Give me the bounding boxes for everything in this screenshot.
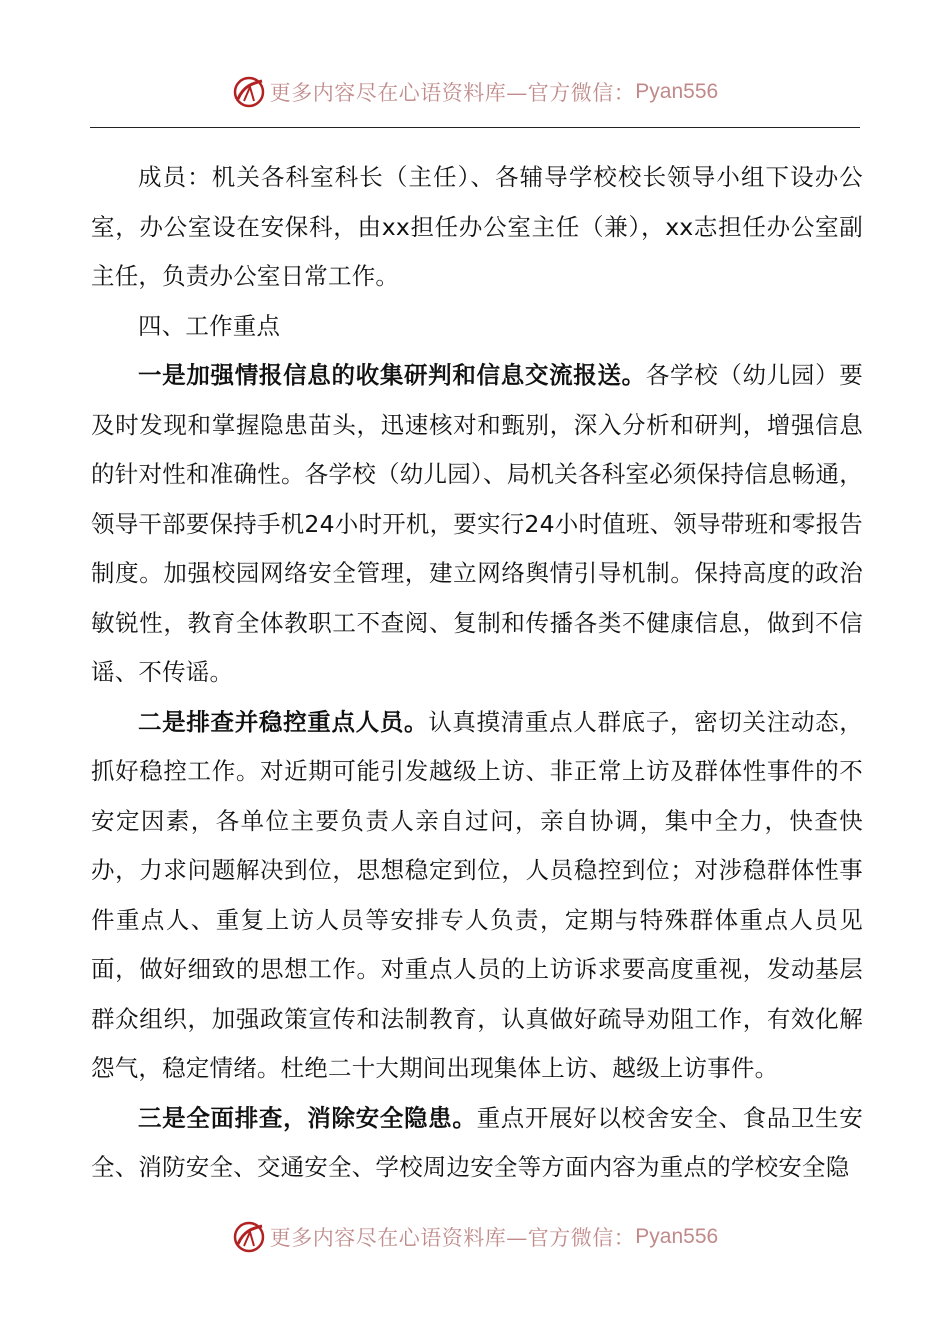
paragraph-lead: 一是加强情报信息的收集研判和信息交流报送。 [138,361,646,389]
paragraph-text: 认真摸清重点人群底子，密切关注动态，抓好稳控工作。对近期可能引发越级上访、非正常上访及群体性事件的不安定因素，各单位主要负责人亲自过问，亲自协调，集中全力，快查快办，力求问题解决到位，思想稳定到位，人员稳控到位；对涉稳群体性事件重点人、重复上访人员等安排专人负责，定期与特殊群体重点人员见面，做好细致的思想工作。对重点人员的上访诉求要高度重视，发动基层群众组织，加强政策宣传和法制教育，认真做好疏导劝阻工作，有效化解怨气，稳定情绪。杜绝二十大期间出现集体上访、越级上访事件。 [91,707,863,1082]
paragraph-text: 重点开展好以校舍安全、食品卫生安全、消防安全、交通安全、学校周边安全等方面内容为重点的学校安全隐 [91,1103,863,1181]
header-banner [0,72,950,112]
document-body [91,153,863,1193]
paragraph-text: 各学校（幼儿园）要及时发现和掌握隐患苗头，迅速核对和甄别，深入分析和研判，增强信息的针对性和准确性。各学校（幼儿园）、局机关各科室必须保持信息畅通，领导干部要保持手机24小时开机，要实行24小时值班、领导带班和零报告制度。加强校园网络安全管理，建立网络舆情引导机制。保持高度的政治敏锐性，教育全体教职工不查阅、复制和传播各类不健康信息，做到不信谣、不传谣。 [91,361,863,686]
footer-banner [0,1217,950,1257]
paragraph-lead: 三是全面排查，消除安全隐患。 [138,1103,477,1132]
paragraph-lead: 二是排查并稳控重点人员。 [138,707,429,736]
paragraph-safety [91,1094,863,1193]
banner-wechat-id: Pyan556 [635,1225,719,1248]
header-divider [90,127,860,128]
section-heading: 四、工作重点 [138,311,281,340]
paragraph-key-personnel [91,698,863,1094]
banner-text: 更多内容尽在心语资料库—官方微信： [269,81,636,105]
banner-text: 更多内容尽在心语资料库—官方微信： [269,1226,636,1250]
brand-logo-icon [232,1220,266,1254]
banner-wechat-id: Pyan556 [635,80,719,103]
brand-logo-icon [232,75,266,109]
paragraph-intelligence [91,351,863,698]
paragraph-members: 成员：机关各科室科长（主任）、各辅导学校校长领导小组下设办公室，办公室设在安保科，由xx担任办公室主任（兼），xx志担任办公室副主任，负责办公室日常工作。 [91,163,863,290]
